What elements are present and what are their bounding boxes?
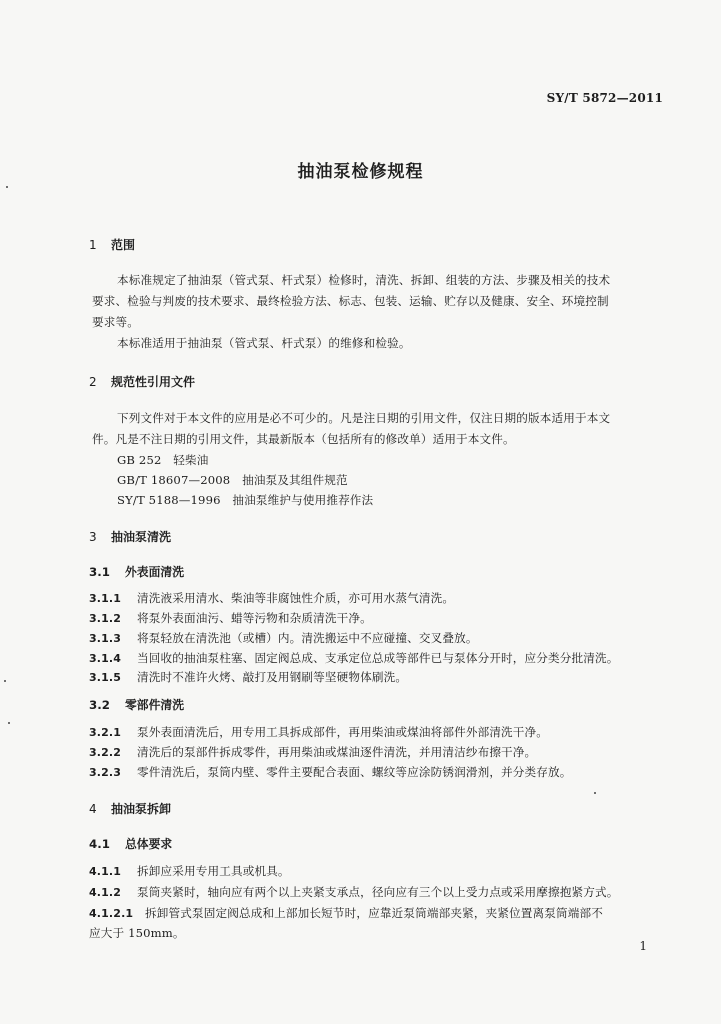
- clause-3-2-3: [89, 764, 572, 780]
- clause-text: 泵筒夹紧时，轴向应有两个以上夹紧支承点，径向应有三个以上受力点或采用摩擦抱紧方式。: [137, 885, 619, 899]
- document-title: 抽油泵检修规程: [297, 162, 424, 182]
- clause-number: 4.1.2.1: [89, 907, 134, 920]
- clause-number: 3.2.1: [89, 726, 122, 739]
- subsection-4-1-heading: [89, 835, 172, 852]
- subsection-title: 外表面清洗: [125, 565, 184, 579]
- scan-speck: [594, 792, 596, 794]
- section-number: 3: [89, 530, 97, 544]
- subsection-number: 3.2: [89, 698, 110, 712]
- section-number: 4: [89, 802, 97, 816]
- paragraph-line: 本标准规定了抽油泵（管式泵、杆式泵）检修时，清洗、拆卸、组装的方法、步骤及相关的技术: [117, 273, 611, 287]
- paragraph-line: 要求等。: [92, 315, 139, 329]
- clause-4-1-2-1: [89, 905, 603, 921]
- scan-speck: [4, 680, 6, 682]
- section-4-heading: [89, 800, 171, 817]
- clause-text: 拆卸管式泵固定阀总成和上部加长短节时，应靠近泵筒端部夹紧，夹紧位置离泵筒端部不: [145, 906, 604, 920]
- subsection-3-2-heading: [89, 696, 184, 713]
- paragraph-line: 本标准适用于抽油泵（管式泵、杆式泵）的维修和检验。: [117, 336, 411, 350]
- clause-number: 3.1.1: [89, 592, 122, 605]
- reference-item: SY/T 5188—1996 抽油泵维护与使用推荐作法: [117, 493, 374, 507]
- clause-number: 4.1.2: [89, 886, 122, 899]
- clause-text: 清洗时不准许火烤、敲打及用钢刷等坚硬物体刷洗。: [137, 670, 408, 684]
- section-title: 抽油泵拆卸: [111, 802, 172, 816]
- scan-speck: [6, 186, 8, 188]
- clause-text: 当回收的抽油泵柱塞、固定阀总成、支承定位总成等部件已与泵体分开时，应分类分批清洗。: [137, 651, 619, 665]
- scan-speck: [8, 722, 10, 724]
- reference-item: GB/T 18607—2008 抽油泵及其组件规范: [117, 473, 348, 487]
- section-1-heading: [89, 236, 135, 253]
- clause-4-1-2: [89, 884, 619, 900]
- clause-number: 3.1.3: [89, 632, 122, 645]
- clause-3-1-3: [89, 630, 478, 646]
- clause-text: 清洗液采用清水、柴油等非腐蚀性介质，亦可用水蒸气清洗。: [137, 591, 455, 605]
- subsection-number: 4.1: [89, 837, 110, 851]
- standard-code: SY/T 5872—2011: [546, 91, 663, 105]
- clause-number: 3.2.2: [89, 746, 122, 759]
- clause-number: 3.1.2: [89, 612, 122, 625]
- section-2-heading: [89, 373, 195, 390]
- clause-text: 将泵外表面油污、蜡等污物和杂质清洗干净。: [137, 611, 372, 625]
- page-number: 1: [639, 939, 647, 953]
- section-title: 抽油泵清洗: [111, 530, 172, 544]
- clause-text: 拆卸应采用专用工具或机具。: [137, 864, 290, 878]
- clause-3-2-2: [89, 744, 536, 760]
- paragraph-line: 要求、检验与判废的技术要求、最终检验方法、标志、包装、运输、贮存以及健康、安全、环境控制: [92, 294, 609, 308]
- clause-number: 3.2.3: [89, 766, 122, 779]
- clause-text: 泵外表面清洗后，用专用工具拆成部件，再用柴油或煤油将部件外部清洗干净。: [137, 725, 549, 739]
- subsection-number: 3.1: [89, 565, 110, 579]
- clause-text: 将泵轻放在清洗池（或槽）内。清洗搬运中不应碰撞、交叉叠放。: [137, 631, 478, 645]
- clause-continuation: 应大于 150mm。: [89, 926, 185, 940]
- clause-text: 零件清洗后，泵筒内壁、零件主要配合表面、螺纹等应涂防锈润滑剂，并分类存放。: [137, 765, 572, 779]
- subsection-title: 零部件清洗: [125, 698, 184, 712]
- clause-number: 3.1.5: [89, 671, 122, 684]
- reference-item: GB 252 轻柴油: [117, 453, 209, 467]
- paragraph-line: 下列文件对于本文件的应用是必不可少的。凡是注日期的引用文件，仅注日期的版本适用于本文: [117, 411, 611, 425]
- section-title: 范围: [111, 238, 136, 252]
- clause-3-2-1: [89, 724, 548, 740]
- section-title: 规范性引用文件: [111, 375, 196, 389]
- clause-text: 清洗后的泵部件拆成零件，再用柴油或煤油逐件清洗，并用清洁纱布擦干净。: [137, 745, 537, 759]
- clause-3-1-5: [89, 669, 407, 685]
- subsection-3-1-heading: [89, 563, 184, 580]
- subsection-title: 总体要求: [125, 837, 173, 851]
- clause-number: 3.1.4: [89, 652, 122, 665]
- clause-3-1-2: [89, 610, 372, 626]
- section-3-heading: [89, 528, 171, 545]
- section-number: 1: [89, 238, 97, 252]
- paragraph-line: 件。凡是不注日期的引用文件，其最新版本（包括所有的修改单）适用于本文件。: [92, 432, 515, 446]
- clause-3-1-1: [89, 590, 454, 606]
- section-number: 2: [89, 375, 97, 389]
- clause-4-1-1: [89, 863, 290, 879]
- clause-number: 4.1.1: [89, 865, 122, 878]
- clause-3-1-4: [89, 650, 619, 666]
